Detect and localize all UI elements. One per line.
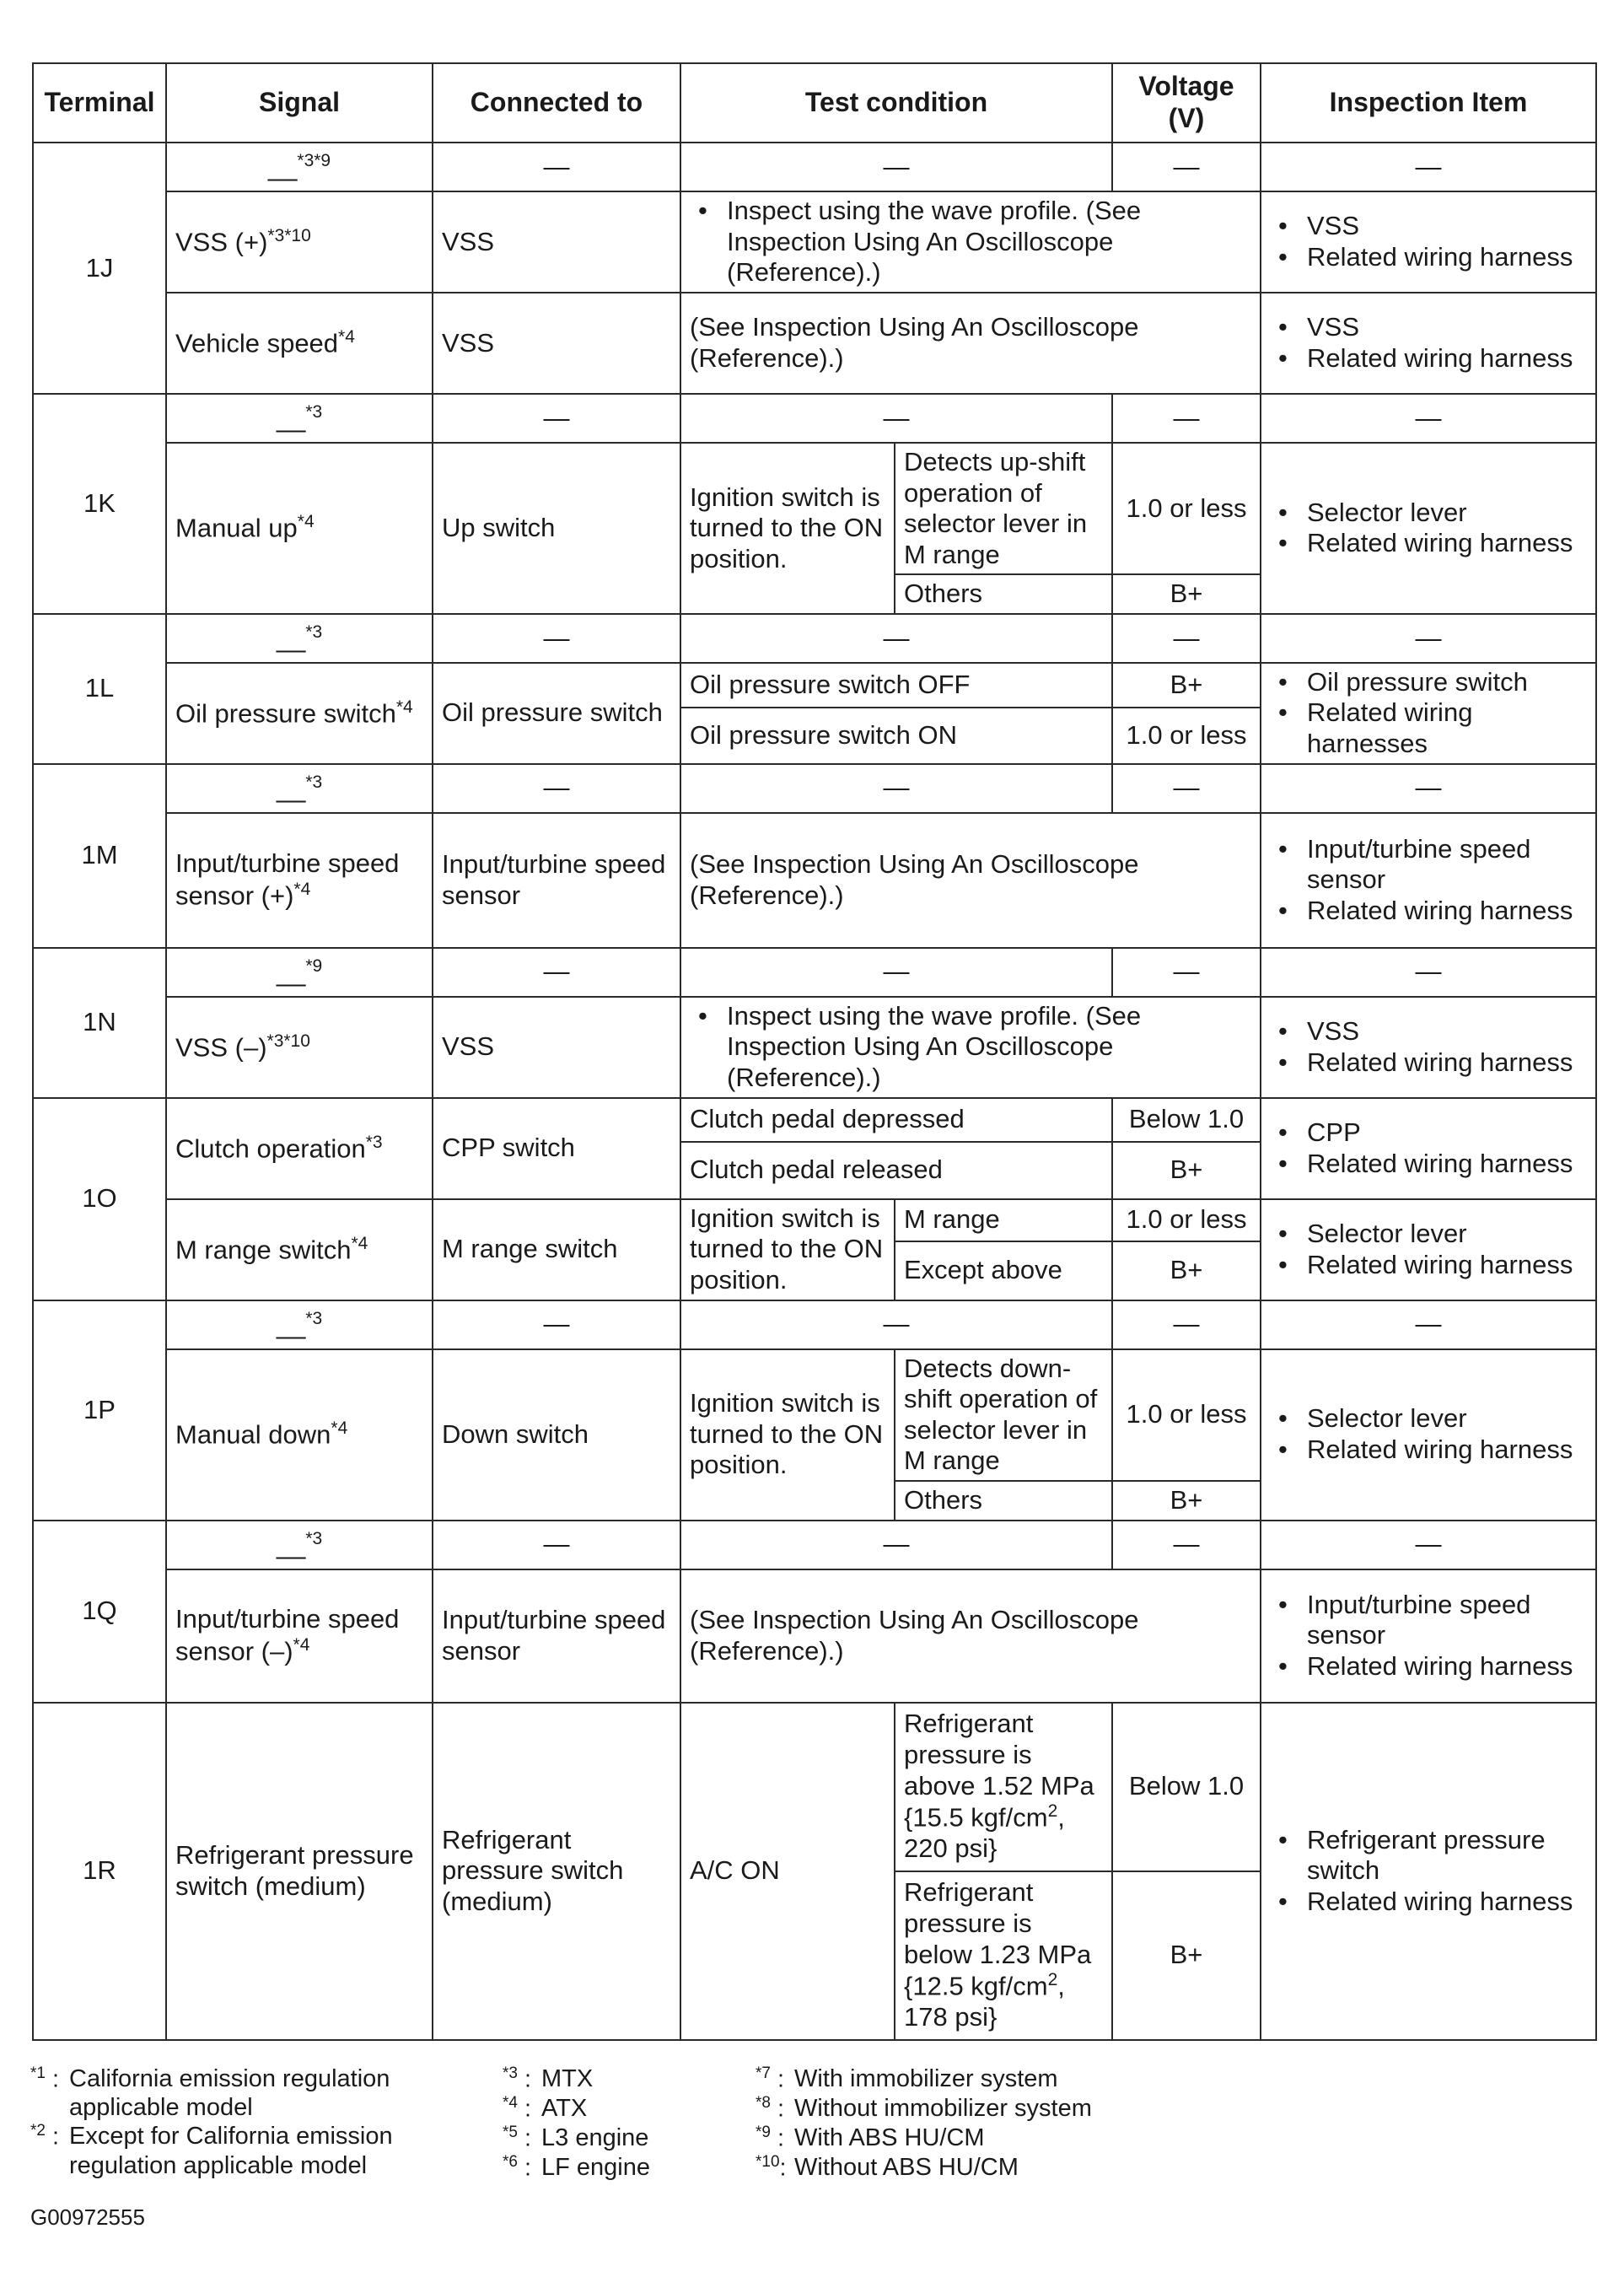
- inspection-cell: • VSS • Related wiring harness: [1261, 191, 1596, 293]
- signal-cell: Manual down$^{*4}$: [166, 1349, 433, 1521]
- terminal-cell: 1J: [33, 143, 166, 394]
- header-connected-to: Connected to: [433, 63, 680, 143]
- test-cell: Clutch pedal depressed: [680, 1098, 1112, 1142]
- voltage-cell: Below 1.0: [1112, 1098, 1261, 1142]
- connected-cell: M range switch: [433, 1199, 680, 1300]
- test-subcell: Others: [895, 1481, 1112, 1521]
- connected-cell: —: [433, 614, 680, 663]
- footnote: $^{*3}$ : MTX: [503, 2064, 594, 2093]
- terminal-cell: 1O: [33, 1098, 166, 1300]
- signal-cell: Oil pressure switch$^{*4}$: [166, 663, 433, 764]
- table-row: [33, 443, 1596, 574]
- header-row: [33, 63, 1596, 143]
- inspection-cell: • VSS • Related wiring harness: [1261, 293, 1596, 394]
- footnote: $^{*2}$ : Except for California emission regulation applicable model: [30, 2122, 393, 2179]
- footnote: $^{*9}$ : With ABS HU/CM: [756, 2123, 985, 2152]
- header-voltage: Voltage (V): [1112, 63, 1261, 143]
- terminal-cell: 1N: [33, 948, 166, 1098]
- voltage-cell: B+: [1112, 1871, 1261, 2040]
- connected-cell: Oil pressure switch: [433, 663, 680, 764]
- inspection-cell: • Selector lever • Related wiring harness: [1261, 1349, 1596, 1521]
- signal-cell: __$^{*3}$: [166, 764, 433, 813]
- test-cell: • Inspect using the wave profile. (See Inspection Using An Oscilloscope (Reference).): [680, 997, 1261, 1098]
- footnote: $^{*7}$ : With immobilizer system: [756, 2064, 1058, 2093]
- connected-cell: Up switch: [433, 443, 680, 614]
- inspection-cell: • Selector lever • Related wiring harness: [1261, 443, 1596, 614]
- signal-cell: Manual $up^{*4}$: [166, 443, 433, 614]
- connected-cell: —: [433, 394, 680, 443]
- header-signal: Signal: [166, 63, 433, 143]
- signal-cell: __$^{*9}$: [166, 948, 433, 997]
- table-row: [33, 813, 1596, 948]
- figure-id: G00972555: [30, 2204, 145, 2230]
- inspection-cell: —: [1261, 948, 1596, 997]
- connected-cell: Down switch: [433, 1349, 680, 1521]
- test-cell: Ignition switch is turned to the ON position.: [680, 1199, 895, 1300]
- test-cell: —: [680, 614, 1112, 663]
- table-row: [33, 1569, 1596, 1703]
- footnote: $^{*4}$ : ATX: [503, 2093, 588, 2123]
- test-cell: Oil pressure switch OFF: [680, 663, 1112, 708]
- table-row: [33, 764, 1596, 813]
- connected-cell: VSS: [433, 191, 680, 293]
- inspection-cell: • CPP • Related wiring harness: [1261, 1098, 1596, 1199]
- table-row: [33, 394, 1596, 443]
- connected-cell: —: [433, 143, 680, 191]
- table-row: [33, 663, 1596, 708]
- table-row: [33, 143, 1596, 191]
- terminal-cell: 1R: [33, 1703, 166, 2040]
- signal-cell: VSS $(-)^{*3*10}$: [166, 997, 433, 1098]
- voltage-cell: 1.0 or less: [1112, 708, 1261, 764]
- signal-cell: Clutch operation$^{*3}$: [166, 1098, 433, 1199]
- test-subcell: Except above: [895, 1241, 1112, 1300]
- inspection-cell: —: [1261, 1300, 1596, 1349]
- footnote-column: [503, 2064, 756, 2183]
- footnote: $^{*1}$ : California emission regulation applicable model: [30, 2064, 390, 2122]
- table-row: [33, 948, 1596, 997]
- voltage-cell: —: [1112, 948, 1261, 997]
- table-row: [33, 1098, 1596, 1142]
- table-row: [33, 293, 1596, 394]
- test-cell: (See Inspection Using An Oscilloscope (Reference).): [680, 293, 1261, 394]
- voltage-cell: B+: [1112, 574, 1261, 614]
- connected-cell: Input/turbine speed sensor: [433, 813, 680, 948]
- voltage-cell: B+: [1112, 1481, 1261, 1521]
- signal-cell: VSS $(+)^{*3*10}$: [166, 191, 433, 293]
- test-cell: —: [680, 143, 1112, 191]
- inspection-cell: • Oil pressure switch • Related wiring harnesses: [1261, 663, 1596, 764]
- voltage-cell: 1.0 or less: [1112, 1199, 1261, 1241]
- test-subcell: Refrigerant pressure is below 1.23 MPa {12.5 kgf/$cm^2$, 178 psi}: [895, 1871, 1112, 2040]
- voltage-cell: B+: [1112, 1241, 1261, 1300]
- footnote: $^{*5}$ : L3 engine: [503, 2123, 649, 2152]
- connected-cell: —: [433, 764, 680, 813]
- table-row: [33, 1349, 1596, 1481]
- terminal-table-sheet: [32, 62, 1595, 2041]
- voltage-cell: —: [1112, 614, 1261, 663]
- test-cell: • Inspect using the wave profile. (See Inspection Using An Oscilloscope (Reference).): [680, 191, 1261, 293]
- test-cell: Ignition switch is turned to the ON position.: [680, 443, 895, 614]
- table-row: [33, 614, 1596, 663]
- signal-cell: Vehicle speed$^{*4}$: [166, 293, 433, 394]
- connected-cell: CPP switch: [433, 1098, 680, 1199]
- table-row: [33, 1703, 1596, 1871]
- voltage-cell: —: [1112, 1521, 1261, 1569]
- inspection-cell: —: [1261, 394, 1596, 443]
- voltage-cell: —: [1112, 764, 1261, 813]
- connected-cell: Refrigerant pressure switch (medium): [433, 1703, 680, 2040]
- footnote: $^{*8}$ : Without immobilizer system: [756, 2093, 1092, 2123]
- connected-cell: —: [433, 1521, 680, 1569]
- test-cell: —: [680, 948, 1112, 997]
- inspection-cell: —: [1261, 764, 1596, 813]
- footnote: $^{*6}$ : LF engine: [503, 2152, 650, 2182]
- test-cell: —: [680, 1521, 1112, 1569]
- test-subcell: Refrigerant pressure is above 1.52 MPa {15.5 kgf/$cm^2$, 220 psi}: [895, 1703, 1112, 1871]
- terminal-cell: 1M: [33, 764, 166, 948]
- header-test-condition: Test condition: [680, 63, 1112, 143]
- voltage-cell: —: [1112, 394, 1261, 443]
- terminal-spec-table: [32, 62, 1597, 2041]
- test-cell: Ignition switch is turned to the ON position.: [680, 1349, 895, 1521]
- table-row: [33, 1300, 1596, 1349]
- signal-cell: __$^{*3}$: [166, 614, 433, 663]
- connected-cell: —: [433, 1300, 680, 1349]
- inspection-cell: —: [1261, 614, 1596, 663]
- test-cell: —: [680, 1300, 1112, 1349]
- table-row: [33, 997, 1596, 1098]
- test-cell: —: [680, 394, 1112, 443]
- inspection-cell: • Refrigerant pressure switch • Related wiring harness: [1261, 1703, 1596, 2040]
- signal-cell: Input/turbine speed sensor $(+)^{*4}$: [166, 813, 433, 948]
- footnote: $^{*10}$: Without ABS HU/CM: [756, 2152, 1019, 2182]
- terminal-cell: 1L: [33, 614, 166, 764]
- header-inspection-item: Inspection Item: [1261, 63, 1596, 143]
- signal-cell: __$^{*3}$: [166, 394, 433, 443]
- test-subcell: M range: [895, 1199, 1112, 1241]
- header-terminal: Terminal: [33, 63, 166, 143]
- connected-cell: VSS: [433, 293, 680, 394]
- test-subcell: Detects down-shift operation of selector lever in M range: [895, 1349, 1112, 1481]
- test-cell: Clutch pedal released: [680, 1142, 1112, 1199]
- test-cell: (See Inspection Using An Oscilloscope (Reference).): [680, 1569, 1261, 1703]
- connected-cell: Input/turbine speed sensor: [433, 1569, 680, 1703]
- voltage-cell: B+: [1112, 663, 1261, 708]
- inspection-cell: —: [1261, 1521, 1596, 1569]
- terminal-cell: 1P: [33, 1300, 166, 1521]
- inspection-cell: • VSS • Related wiring harness: [1261, 997, 1596, 1098]
- signal-cell: __$^{*3}$: [166, 1521, 433, 1569]
- signal-cell: M range switch$^{*4}$: [166, 1199, 433, 1300]
- voltage-cell: 1.0 or less: [1112, 443, 1261, 574]
- table-row: [33, 1521, 1596, 1569]
- terminal-cell: 1Q: [33, 1521, 166, 1703]
- inspection-cell: • Selector lever • Related wiring harness: [1261, 1199, 1596, 1300]
- inspection-cell: • Input/turbine speed sensor • Related wiring harness: [1261, 1569, 1596, 1703]
- table-row: [33, 1199, 1596, 1241]
- test-subcell: Detects up-shift operation of selector lever in M range: [895, 443, 1112, 574]
- test-cell: Oil pressure switch ON: [680, 708, 1112, 764]
- test-cell: (See Inspection Using An Oscilloscope (Reference).): [680, 813, 1261, 948]
- inspection-cell: —: [1261, 143, 1596, 191]
- signal-cell: __$^{*3}$: [166, 1300, 433, 1349]
- footnote-column: [756, 2064, 1261, 2183]
- signal-cell: __$^{*3*9}$: [166, 143, 433, 191]
- test-cell: —: [680, 764, 1112, 813]
- voltage-cell: —: [1112, 143, 1261, 191]
- table-row: [33, 191, 1596, 293]
- voltage-cell: B+: [1112, 1142, 1261, 1199]
- voltage-cell: —: [1112, 1300, 1261, 1349]
- connected-cell: —: [433, 948, 680, 997]
- footnote-column: [30, 2064, 469, 2180]
- signal-cell: Refrigerant pressure switch (medium): [166, 1703, 433, 2040]
- terminal-cell: 1K: [33, 394, 166, 614]
- signal-cell: Input/turbine speed sensor $(-)^{*4}$: [166, 1569, 433, 1703]
- inspection-cell: • Input/turbine speed sensor • Related wiring harness: [1261, 813, 1596, 948]
- voltage-cell: 1.0 or less: [1112, 1349, 1261, 1481]
- voltage-cell: Below 1.0: [1112, 1703, 1261, 1871]
- test-cell: A/C ON: [680, 1703, 895, 2040]
- test-subcell: Others: [895, 574, 1112, 614]
- connected-cell: VSS: [433, 997, 680, 1098]
